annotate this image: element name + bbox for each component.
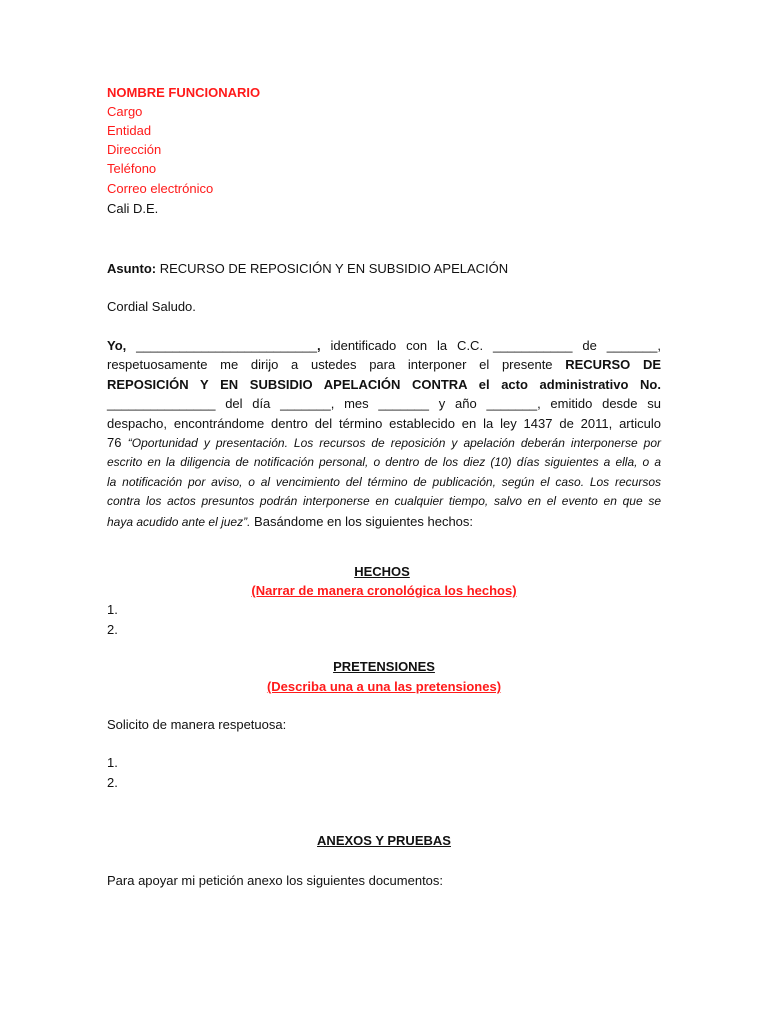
body-line: haya acudido ante el juez”. Basándome en los siguientes hechos: xyxy=(107,513,474,529)
facts-item-2: 2. xyxy=(107,622,118,637)
facts-instruction: (Narrar de manera cronológica los hechos) xyxy=(251,583,517,598)
greeting: Cordial Saludo. xyxy=(107,299,196,314)
body-line: despacho, encontrándome dentro del término establecido en la ley 1437 de 2011, articulo xyxy=(107,415,661,431)
recipient-phone: Teléfono xyxy=(107,161,157,176)
subject-label: Asunto: xyxy=(107,261,157,276)
body-line: Yo, _________________________, identificado con la C.C. ___________ de _______, xyxy=(107,338,661,353)
recipient-name: NOMBRE FUNCIONARIO xyxy=(107,85,261,100)
recipient-address: Dirección xyxy=(107,142,162,157)
claims-instruction: (Describa una a una las pretensiones) xyxy=(266,679,502,694)
recipient-entity: Entidad xyxy=(107,123,152,138)
annexes-heading: ANEXOS Y PRUEBAS xyxy=(317,833,451,848)
facts-item-1: 1. xyxy=(107,602,118,617)
annexes-intro: Para apoyar mi petición anexo los siguientes documentos: xyxy=(107,873,444,888)
claims-intro: Solicito de manera respetuosa: xyxy=(107,717,287,732)
body-line: contra los actos presuntos podrán interponerse en cualquier tiempo, salvo en el evento en que se xyxy=(107,494,661,509)
recipient-position: Cargo xyxy=(107,104,143,119)
body-line: escrito en la diligencia de notificación personal, o dentro de los diez (10) días siguientes a ella, o a xyxy=(107,455,661,470)
body-line: la notificación por aviso, o al vencimiento del término de publicación, según el caso. Los recursos xyxy=(107,474,661,489)
recipient-email: Correo electrónico xyxy=(107,181,214,196)
claims-heading: PRETENSIONES xyxy=(333,659,435,674)
claims-item-2: 2. xyxy=(107,775,118,790)
claims-item-1: 1. xyxy=(107,755,118,770)
facts-heading: HECHOS xyxy=(354,564,410,579)
body-line: respetuosamente me dirijo a ustedes para interponer el presente RECURSO DE xyxy=(107,357,661,373)
subject-text: RECURSO DE REPOSICIÓN Y EN SUBSIDIO APELACIÓN xyxy=(156,261,509,276)
body-line: REPOSICIÓN Y EN SUBSIDIO APELACIÓN CONTRA el acto administrativo No. xyxy=(107,376,661,392)
body-line: 76 “Oportunidad y presentación. Los recursos de reposición y apelación deberán interponerse por xyxy=(107,435,661,451)
body-paragraph xyxy=(107,336,661,532)
city: Cali D.E. xyxy=(107,201,159,216)
body-line: _______________ del día _______, mes _______ y año _______, emitido desde su xyxy=(107,396,661,412)
subject-line xyxy=(107,260,508,277)
